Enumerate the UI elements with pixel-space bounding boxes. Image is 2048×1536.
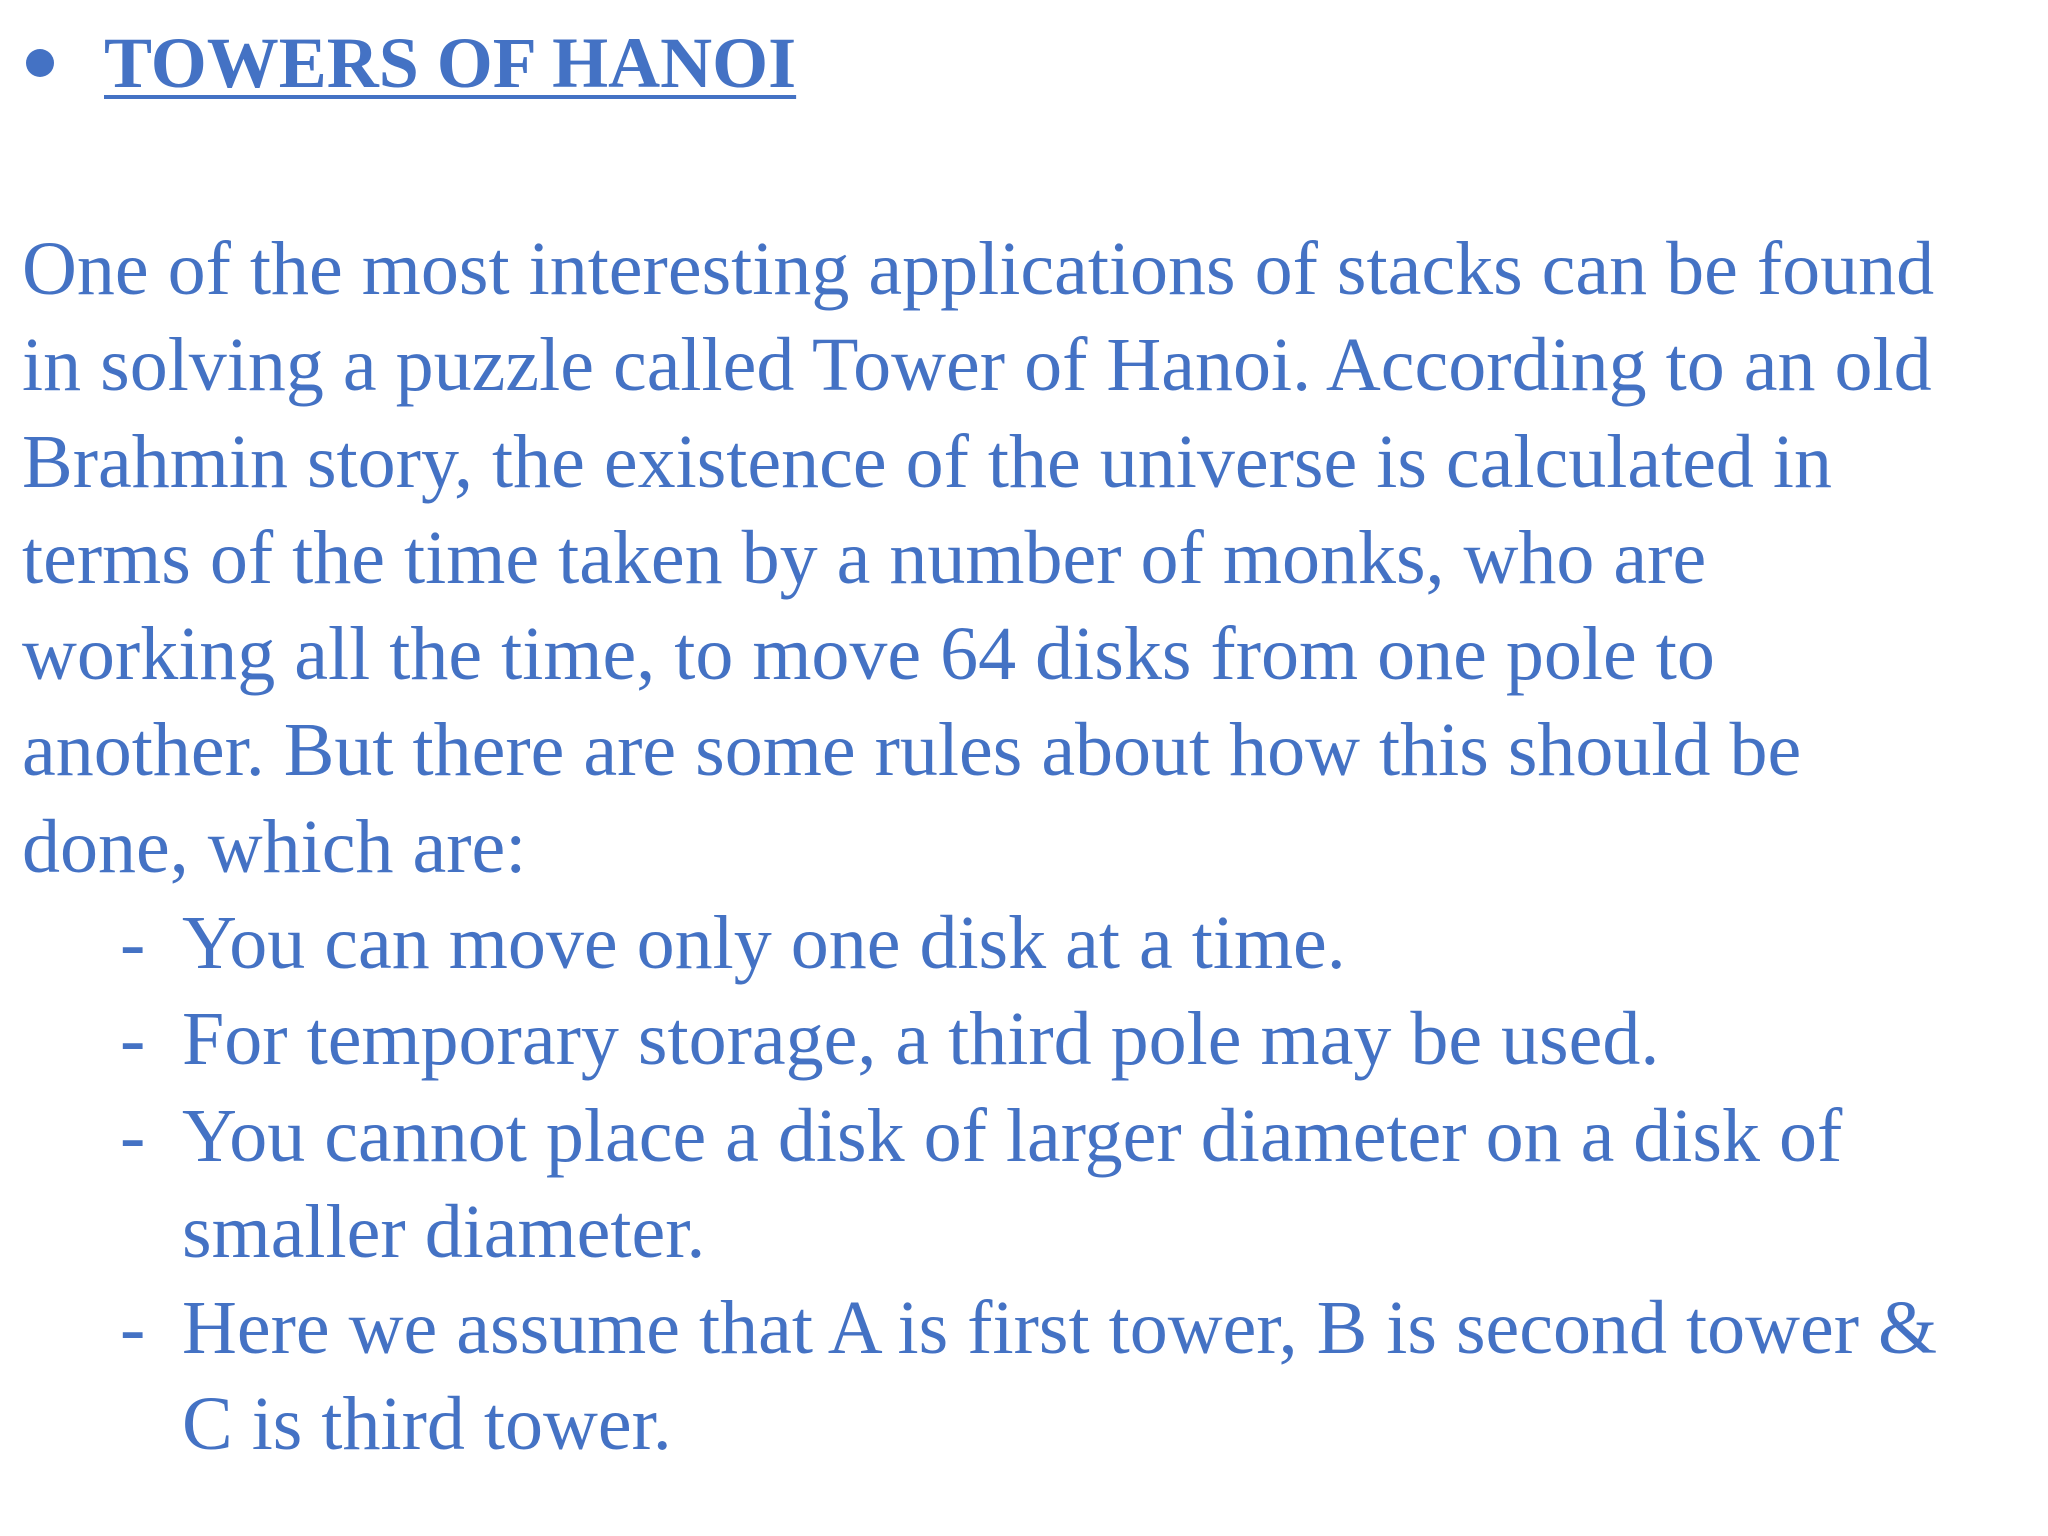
rule-item — [0, 1280, 2048, 1473]
bullet-icon — [26, 49, 54, 77]
dash-bullet: - — [120, 1286, 146, 1371]
dash-bullet: - — [120, 901, 146, 985]
paragraph-line: in solving a puzzle called Tower of Hanoi. According to an old — [22, 323, 1932, 408]
dash-bullet: - — [120, 997, 146, 1082]
rule-item — [0, 895, 2048, 991]
rule-line: For temporary storage, a third pole may be used. — [182, 997, 1660, 1082]
paragraph-line: One of the most interesting applications of stacks can be found — [22, 227, 1935, 311]
paragraph-line: working all the time, to move 64 disks from one pole to — [22, 612, 1715, 697]
paragraph-line: terms of the time taken by a number of monks, who are — [22, 515, 1707, 600]
rules-list — [0, 895, 2048, 1473]
dash-bullet: - — [120, 1093, 146, 1178]
rule-item — [0, 1088, 2048, 1281]
rule-line: Here we assume that A is first tower, B is second tower & — [182, 1286, 1938, 1371]
section-heading: TOWERS OF HANOI — [104, 23, 797, 103]
paragraph-line: another. But there are some rules about how this should be — [22, 708, 1802, 793]
rule-line: smaller diameter. — [182, 1189, 706, 1274]
paragraph-line: done, which are: — [22, 804, 527, 889]
intro-paragraph — [22, 221, 2048, 895]
rule-line: You cannot place a disk of larger diameter on a disk of — [182, 1093, 1843, 1178]
rule-item — [0, 991, 2048, 1087]
rule-line: You can move only one disk at a time. — [182, 901, 1346, 985]
paragraph-line: Brahmin story, the existence of the universe is calculated in — [22, 419, 1833, 504]
rule-line: C is third tower. — [182, 1382, 672, 1467]
heading-row — [26, 18, 796, 108]
